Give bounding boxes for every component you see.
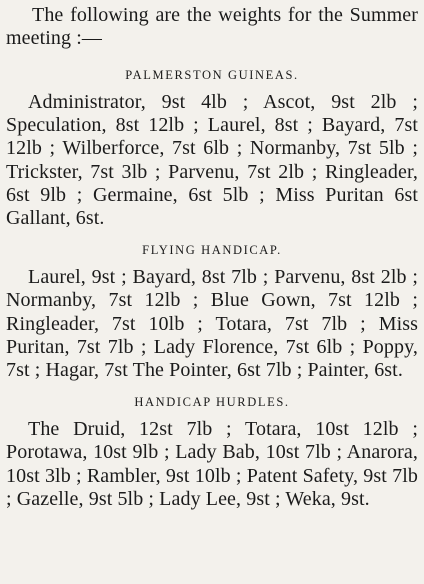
weights-list-handicap-hurdles: The Druid, 12st 7lb ; Totara, 10st 12lb ; Porotawa, 10st 9lb ; Lady Bab, 10st 7lb ; Anarora, 10st 3lb ; Rambler, 9st 10lb ; Patent Safety, 9st 7lb ; Gazelle, 9st 5lb ; Lady Lee, 9st ; Weka, 9st. xyxy=(6,418,418,510)
weights-list-palmerston-guineas: Administrator, 9st 4lb ; Ascot, 9st 2lb ; Speculation, 8st 12lb ; Laurel, 8st ; Bayard, 7st 12lb ; Wilberforce, 7st 6lb ; Normanby, 7st 5lb ; Trickster, 7st 3lb ; Parvenu, 7st 2lb ; Ringleader, 6st 9lb ; Germaine, 6st 5lb ; Miss Puritan 6st Gallant, 6st. xyxy=(6,91,418,230)
section-heading-palmerston-guineas: PALMERSTON GUINEAS. xyxy=(125,68,299,82)
intro-paragraph: The following are the weights for the Summer meeting :— xyxy=(6,4,418,49)
section-heading-flying-handicap: FLYING HANDICAP. xyxy=(142,243,282,258)
section-heading-handicap-hurdles: HANDICAP HURDLES. xyxy=(134,395,290,410)
weights-list-flying-handicap: Laurel, 9st ; Bayard, 8st 7lb ; Parvenu, 8st 2lb ; Normanby, 7st 12lb ; Blue Gown, 7st 12lb ; Ringleader, 7st 10lb ; Totara, 7st 7lb ; Miss Puritan, 7st 7lb ; Lady Florence, 7st 6lb ; Poppy, 7st ; Hagar, 7st The Pointer, 6st 7lb ; Painter, 6st. xyxy=(6,266,418,382)
